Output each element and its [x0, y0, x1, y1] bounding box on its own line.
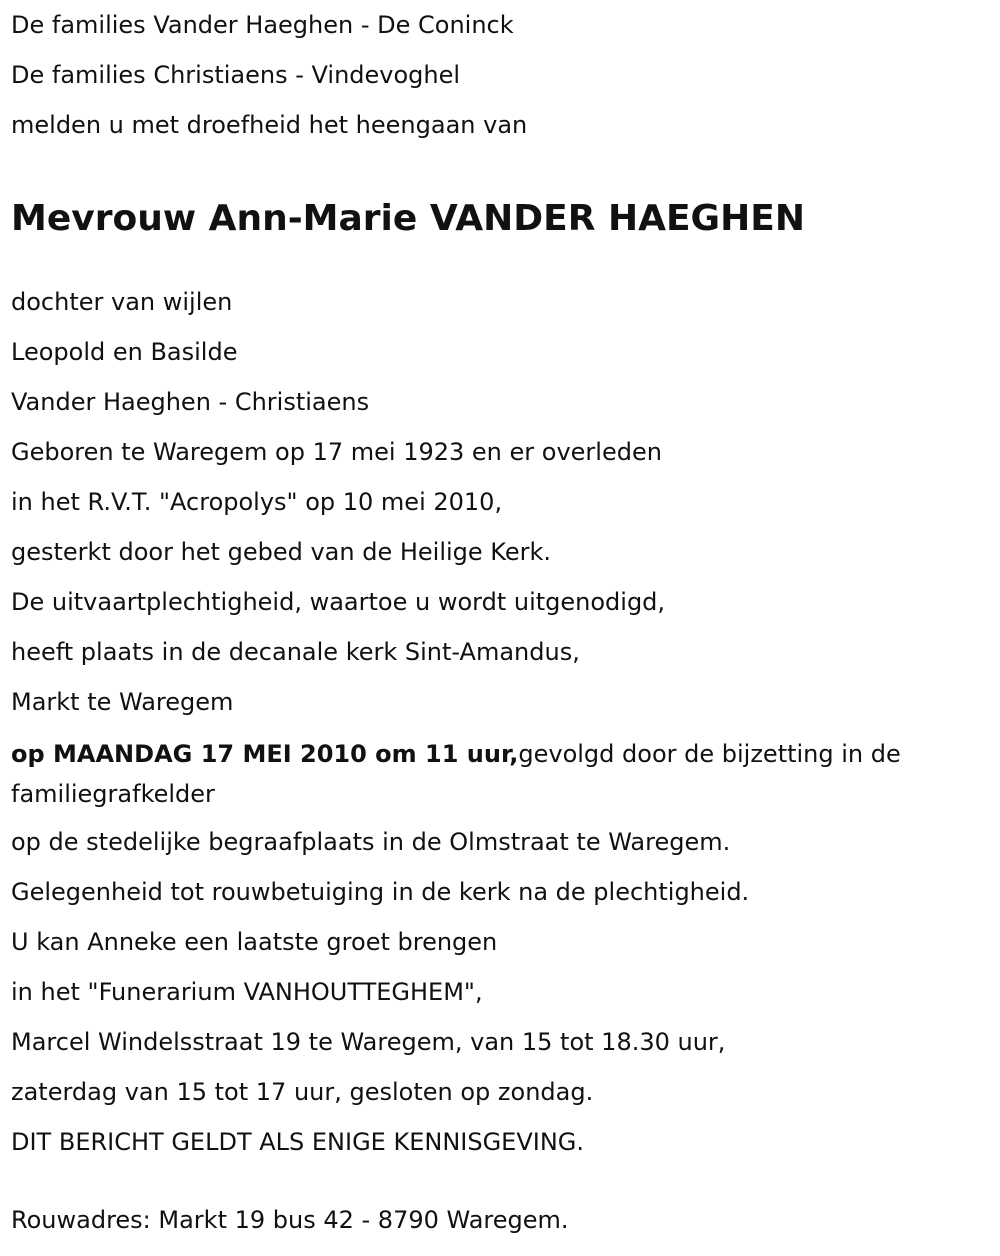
body-line: Gelegenheid tot rouwbetuiging in de kerk na de plechtigheid. [11, 878, 750, 906]
body-line: U kan Anneke een laatste groet brengen [11, 928, 498, 956]
body-line: Marcel Windelsstraat 19 te Waregem, van 15 tot 18.30 uur, [11, 1028, 726, 1056]
deceased-name: Mevrouw Ann-Marie VANDER HAEGHEN [11, 198, 805, 239]
body-line: dochter van wijlen [11, 288, 233, 316]
body-line: in het "Funerarium VANHOUTTEGHEM", [11, 978, 483, 1006]
intro-line-families-1: De families Vander Haeghen - De Coninck [11, 11, 514, 39]
body-line: heeft plaats in de decanale kerk Sint-Amandus, [11, 638, 580, 666]
body-line: De uitvaartplechtigheid, waartoe u wordt uitgenodigd, [11, 588, 666, 616]
ceremony-details [11, 734, 971, 814]
body-line: zaterdag van 15 tot 17 uur, gesloten op zondag. [11, 1078, 594, 1106]
body-line: Geboren te Waregem op 17 mei 1923 en er overleden [11, 438, 662, 466]
body-line: op de stedelijke begraafplaats in de Olmstraat te Waregem. [11, 828, 731, 856]
body-line: Vander Haeghen - Christiaens [11, 388, 370, 416]
intro-line-announcement: melden u met droefheid het heengaan van [11, 111, 528, 139]
spacer [11, 1178, 1000, 1206]
body-line: Markt te Waregem [11, 688, 234, 716]
ceremony-date-time: op MAANDAG 17 MEI 2010 om 11 uur, [11, 740, 519, 768]
body-line: in het R.V.T. "Acropolys" op 10 mei 2010, [11, 488, 503, 516]
intro-line-families-2: De families Christiaens - Vindevoghel [11, 61, 461, 89]
body-line: gesterkt door het gebed van de Heilige Kerk. [11, 538, 551, 566]
body-line: Leopold en Basilde [11, 338, 238, 366]
mourning-address: Rouwadres: Markt 19 bus 42 - 8790 Waregem. [11, 1206, 569, 1234]
notice-statement: DIT BERICHT GELDT ALS ENIGE KENNISGEVING. [11, 1128, 585, 1156]
ceremony-burial-info: gevolgd door de bijzetting in de familiegrafkelder [11, 740, 901, 808]
